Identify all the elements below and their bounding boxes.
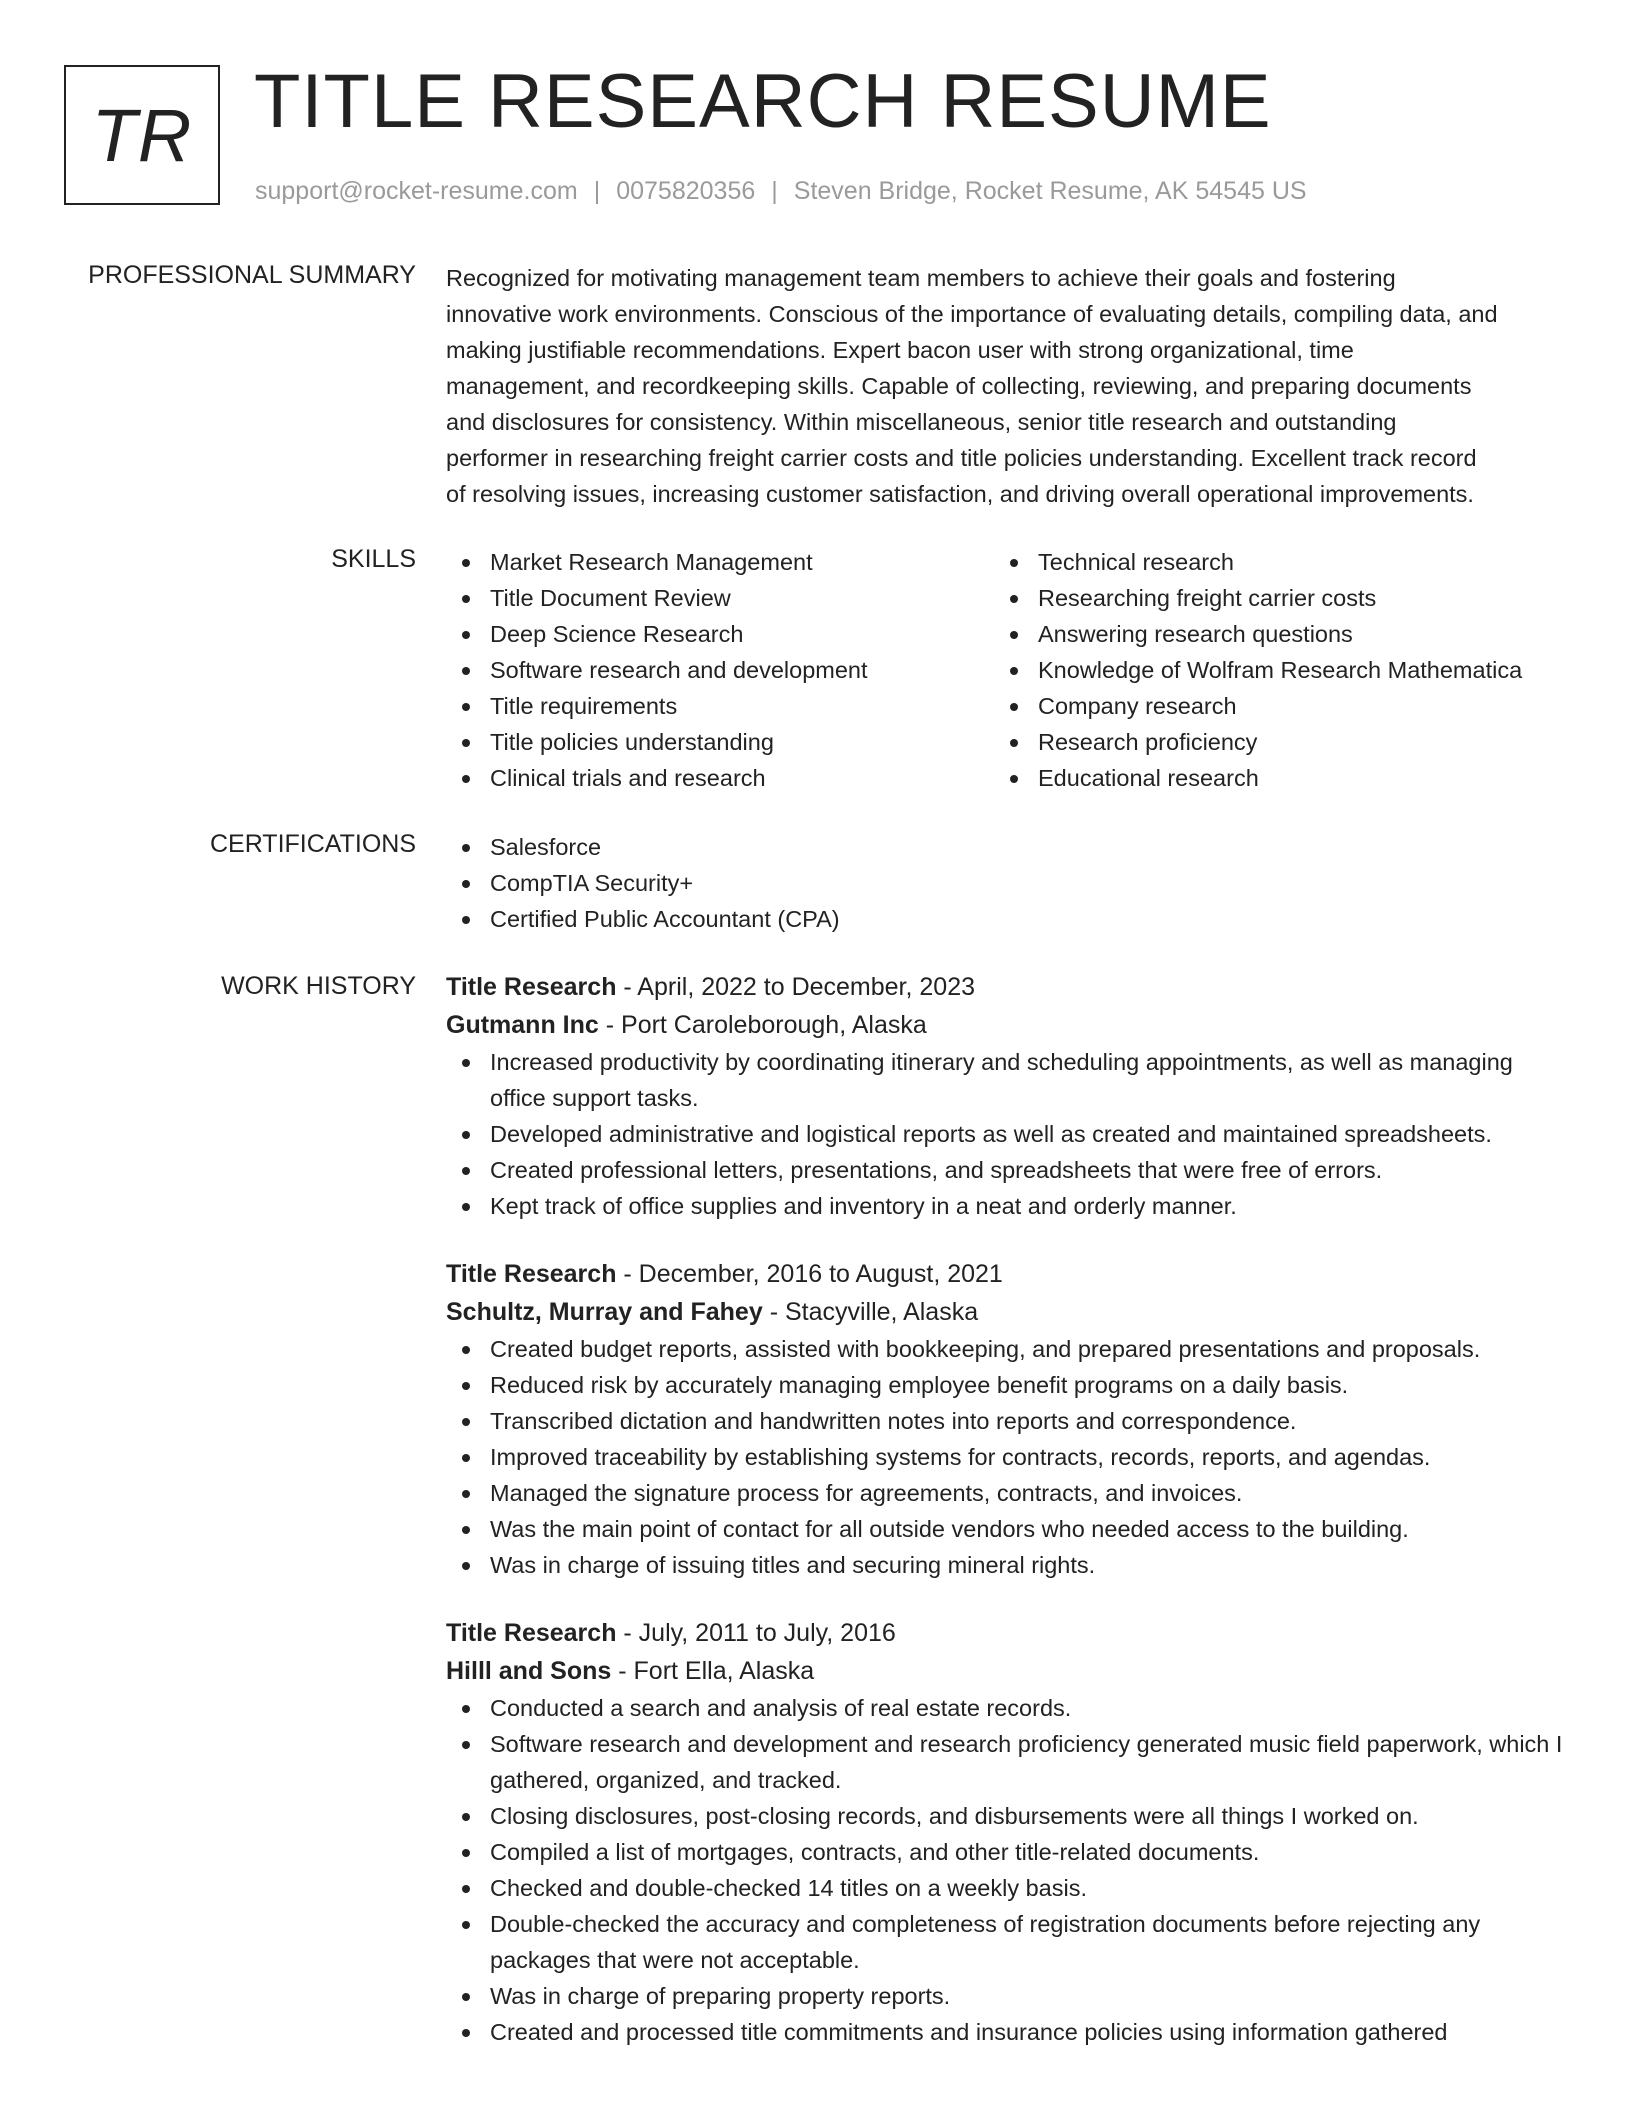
bullet-icon (462, 1885, 470, 1893)
bullet-icon (462, 775, 470, 783)
job-bullet: Created professional letters, presentations, and spreadsheets that were free of errors. (446, 1152, 1571, 1188)
job-company: Schultz, Murray and Fahey (446, 1298, 763, 1326)
job-location: - Stacyville, Alaska (762, 1298, 979, 1326)
skill-item: Technical research (994, 544, 1571, 580)
skill-item: Research proficiency (994, 724, 1571, 760)
summary-line: management, and recordkeeping skills. Capable of collecting, reviewing, and preparing documents (446, 373, 1472, 399)
job-company-line (446, 1652, 1571, 1690)
job-bullet: Transcribed dictation and handwritten notes into reports and correspondence. (446, 1403, 1571, 1439)
skill-item: Answering research questions (994, 616, 1571, 652)
bullet-icon (462, 1741, 470, 1749)
job-entry (446, 968, 1571, 1224)
skill-item: Deep Science Research (446, 616, 994, 652)
bullet-icon (462, 595, 470, 603)
job-bullet: Improved traceability by establishing systems for contracts, records, reports, and agendas. (446, 1439, 1571, 1475)
bullet-icon (462, 1562, 470, 1570)
section-label-skills: SKILLS (331, 545, 416, 573)
skills-list-right (994, 544, 1571, 796)
bullet-icon (462, 1526, 470, 1534)
job-location: - Fort Ella, Alaska (611, 1657, 815, 1685)
job-dates: - December, 2016 to August, 2021 (616, 1260, 1003, 1288)
certifications-body (446, 829, 1571, 937)
summary-line: innovative work environments. Conscious of the importance of evaluating details, compiling data, and (446, 301, 1498, 327)
contact-line (255, 176, 1307, 206)
job-title-line (446, 1255, 1571, 1293)
skills-body (446, 544, 1571, 796)
job-title: Title Research (446, 1619, 617, 1647)
skill-item: Software research and development (446, 652, 994, 688)
job-bullet: Checked and double-checked 14 titles on a weekly basis. (446, 1870, 1571, 1906)
work-history-body (446, 968, 1571, 2050)
job-bullet: Increased productivity by coordinating itinerary and scheduling appointments, as well as managing office support tasks. (446, 1044, 1571, 1116)
job-entry (446, 1255, 1571, 1583)
job-bullet: Conducted a search and analysis of real estate records. (446, 1690, 1571, 1726)
section-label-certifications: CERTIFICATIONS (209, 830, 416, 858)
bullet-icon (462, 1813, 470, 1821)
bullet-icon (462, 916, 470, 924)
contact-separator: | (771, 177, 778, 205)
skill-item: Title Document Review (446, 580, 994, 616)
summary-line: making justifiable recommendations. Expert bacon user with strong organizational, time (446, 337, 1354, 363)
bullet-icon (462, 1921, 470, 1929)
bullet-icon (462, 1490, 470, 1498)
job-title: Title Research (446, 973, 617, 1001)
bullet-icon (1010, 559, 1018, 567)
job-company-line (446, 1293, 1571, 1331)
bullet-icon (1010, 631, 1018, 639)
job-dates: - July, 2011 to July, 2016 (616, 1619, 896, 1647)
job-bullet: Created budget reports, assisted with bookkeeping, and prepared presentations and proposals. (446, 1331, 1571, 1367)
bullet-icon (462, 1418, 470, 1426)
bullet-icon (462, 703, 470, 711)
job-entry (446, 1614, 1571, 2050)
summary-body (446, 260, 1571, 512)
bullet-icon (1010, 667, 1018, 675)
bullet-icon (1010, 595, 1018, 603)
bullet-icon (462, 1131, 470, 1139)
bullet-icon (462, 559, 470, 567)
skill-item: Market Research Management (446, 544, 994, 580)
contact-phone[interactable]: 0075820356 (616, 177, 756, 205)
bullet-icon (462, 1346, 470, 1354)
contact-separator: | (593, 177, 601, 205)
skill-item: Title requirements (446, 688, 994, 724)
bullet-icon (462, 1382, 470, 1390)
job-bullet: Double-checked the accuracy and completeness of registration documents before rejecting any packages that were not acceptable. (446, 1906, 1571, 1978)
job-bullets (446, 1331, 1571, 1583)
bullet-icon (462, 631, 470, 639)
skill-item: Clinical trials and research (446, 760, 994, 796)
skills-list-left (446, 544, 994, 796)
job-bullet: Was the main point of contact for all outside vendors who needed access to the building. (446, 1511, 1571, 1547)
job-bullet: Was in charge of issuing titles and securing mineral rights. (446, 1547, 1571, 1583)
job-title-line (446, 968, 1571, 1006)
bullet-icon (462, 1454, 470, 1462)
bullet-icon (462, 1705, 470, 1713)
bullet-icon (462, 880, 470, 888)
bullet-icon (462, 1059, 470, 1067)
monogram-logo (64, 65, 220, 205)
job-company-line (446, 1006, 1571, 1044)
job-title: Title Research (446, 1260, 617, 1288)
bullet-icon (462, 1993, 470, 2001)
bullet-icon (462, 1849, 470, 1857)
section-label-summary: PROFESSIONAL SUMMARY (88, 261, 416, 289)
job-bullet: Compiled a list of mortgages, contracts, and other title-related documents. (446, 1834, 1571, 1870)
bullet-icon (462, 2029, 470, 2037)
summary-line: of resolving issues, increasing customer satisfaction, and driving overall operational improvements. (446, 481, 1474, 507)
job-bullets (446, 1044, 1571, 1224)
contact-email[interactable]: support@rocket-resume.com (255, 177, 578, 205)
certification-item: Certified Public Accountant (CPA) (446, 901, 1571, 937)
bullet-icon (462, 739, 470, 747)
bullet-icon (462, 1167, 470, 1175)
bullet-icon (462, 1203, 470, 1211)
job-location: - Port Caroleborough, Alaska (598, 1011, 927, 1039)
bullet-icon (462, 844, 470, 852)
job-bullet: Reduced risk by accurately managing employee benefit programs on a daily basis. (446, 1367, 1571, 1403)
job-title-line (446, 1614, 1571, 1652)
summary-line: performer in researching freight carrier costs and title policies understanding. Excellent track record (446, 445, 1477, 471)
job-bullet: Developed administrative and logistical reports as well as created and maintained spreadsheets. (446, 1116, 1571, 1152)
job-bullet: Kept track of office supplies and inventory in a neat and orderly manner. (446, 1188, 1571, 1224)
skill-item: Company research (994, 688, 1571, 724)
job-bullets (446, 1690, 1571, 2050)
certification-item: CompTIA Security+ (446, 865, 1571, 901)
certification-item: Salesforce (446, 829, 1571, 865)
skill-item: Knowledge of Wolfram Research Mathematica (994, 652, 1571, 688)
skill-item: Educational research (994, 760, 1571, 796)
job-bullet: Created and processed title commitments and insurance policies using information gathered (446, 2014, 1571, 2050)
summary-line: and disclosures for consistency. Within miscellaneous, senior title research and outstanding (446, 409, 1397, 435)
job-bullet: Managed the signature process for agreements, contracts, and invoices. (446, 1475, 1571, 1511)
skill-item: Researching freight carrier costs (994, 580, 1571, 616)
job-bullet: Was in charge of preparing property reports. (446, 1978, 1571, 2014)
job-dates: - April, 2022 to December, 2023 (616, 973, 976, 1001)
job-company: Gutmann Inc (446, 1011, 599, 1039)
bullet-icon (1010, 775, 1018, 783)
bullet-icon (1010, 739, 1018, 747)
job-company: Hilll and Sons (446, 1657, 612, 1685)
bullet-icon (1010, 703, 1018, 711)
bullet-icon (462, 667, 470, 675)
summary-line: Recognized for motivating management team members to achieve their goals and fostering (446, 265, 1396, 291)
job-bullet: Closing disclosures, post-closing records, and disbursements were all things I worked on. (446, 1798, 1571, 1834)
skill-item: Title policies understanding (446, 724, 994, 760)
certifications-list (446, 829, 1571, 937)
resume-title: TITLE RESEARCH RESUME (254, 59, 1272, 144)
job-bullet: Software research and development and research proficiency generated music field paperwork, which I gathered, organized, and tracked. (446, 1726, 1571, 1798)
section-label-work-history: WORK HISTORY (221, 972, 416, 1000)
summary-text (446, 260, 1571, 512)
contact-address: Steven Bridge, Rocket Resume, AK 54545 US (793, 177, 1307, 205)
monogram-text: TR (91, 93, 193, 177)
